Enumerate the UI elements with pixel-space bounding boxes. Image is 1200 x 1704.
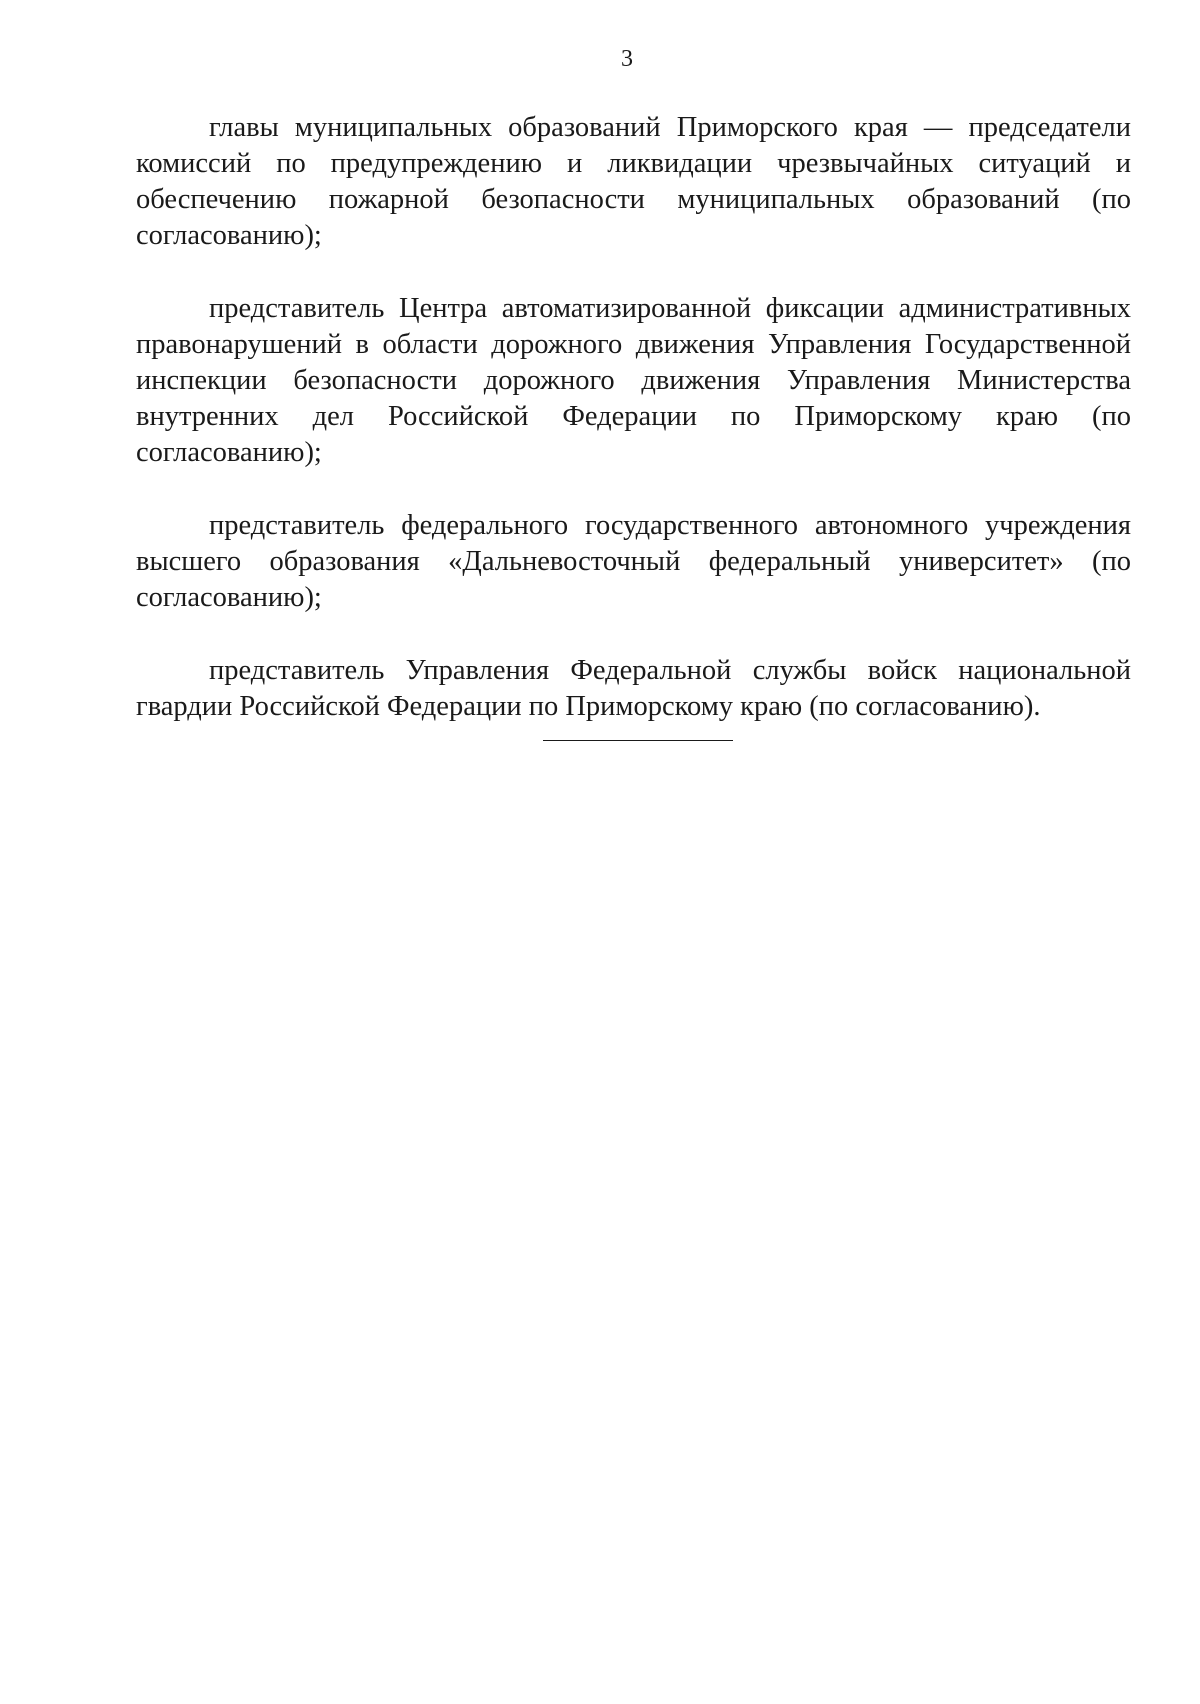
paragraph-university-representative: представитель федерального государственного автономного учреждения высшего образования «Дальневосточный федеральный университет» (по согласованию); <box>136 510 1131 613</box>
paragraph-municipal-heads: главы муниципальных образований Приморского края — председатели комиссий по предупреждению и ликвидации чрезвычайных ситуаций и обеспечению пожарной безопасности муниципальных образований (по согласованию); <box>136 112 1131 251</box>
end-of-list-rule <box>543 740 733 741</box>
document-body <box>136 110 1131 725</box>
paragraph-national-guard-representative: представитель Управления Федеральной службы войск национальной гвардии Российской Федерации по Приморскому краю (по согласованию). <box>136 655 1131 722</box>
page-number: 3 <box>621 46 633 72</box>
paragraph-traffic-center-representative: представитель Центра автоматизированной фиксации административных правонарушений в области дорожного движения Управления Государственной инспекции безопасности дорожного движения Управления Министерства внутренних дел Российской Федерации по Приморскому краю (по согласованию); <box>136 293 1131 468</box>
